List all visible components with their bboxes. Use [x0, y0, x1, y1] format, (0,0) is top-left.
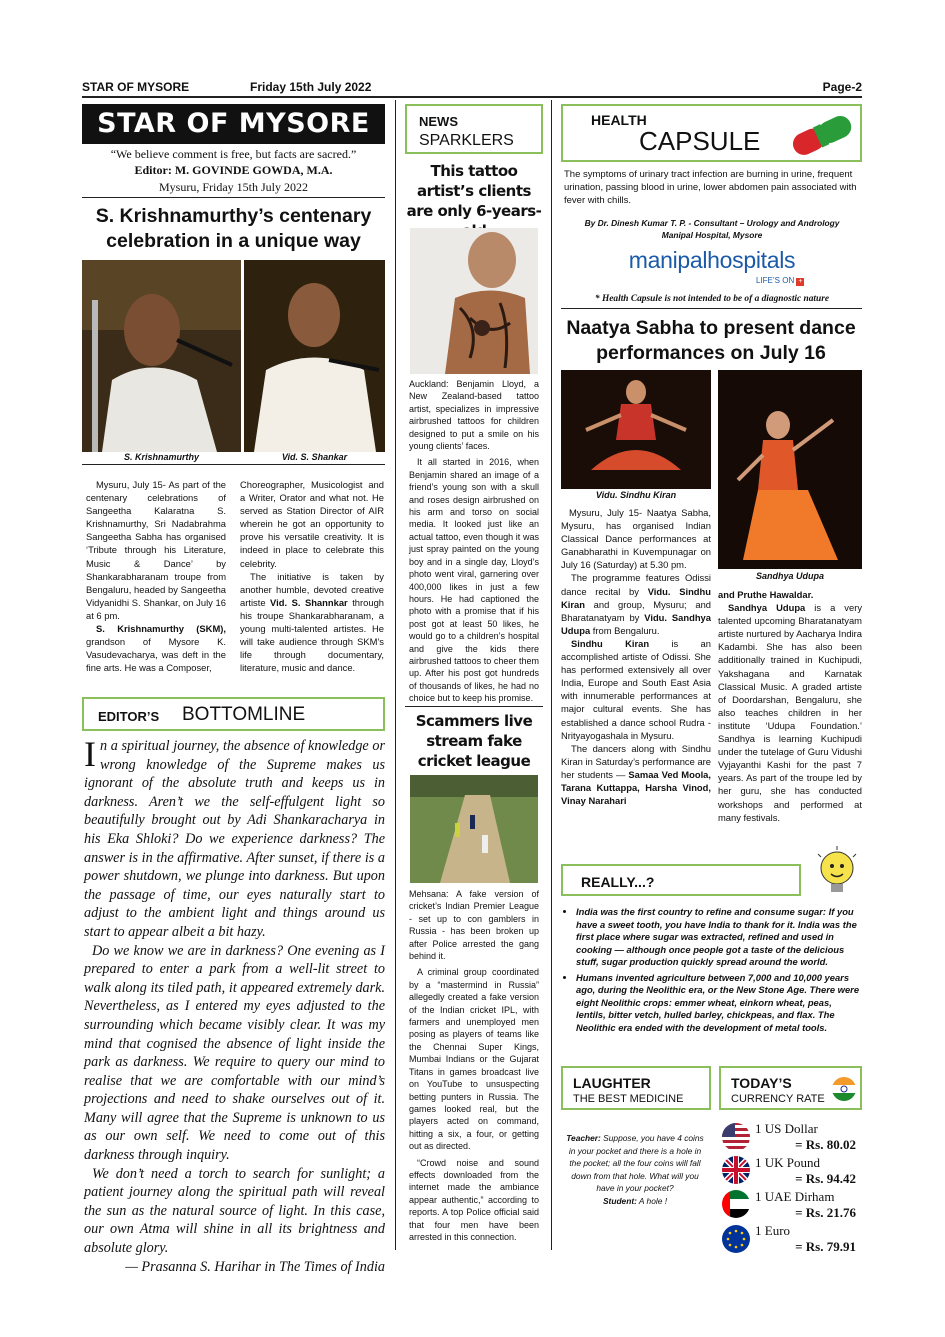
health-capsule-banner: [561, 104, 862, 162]
teacher-text: Suppose, you have 4 coins in your pocket and there is a hole in the pocket; all the four coins will fall down from that hole. What will you have in your pocket?: [568, 1133, 704, 1194]
student-text: A hole !: [636, 1195, 668, 1206]
main-headline-line2: celebration in a unique way: [106, 230, 361, 252]
photo-krishnamurthy: [82, 260, 241, 452]
best-medicine-label: THE BEST MEDICINE: [573, 1093, 684, 1105]
caption-krishnamurthy: S. Krishnamurthy: [123, 452, 199, 462]
editors-bottomline-body: [84, 734, 385, 1276]
caption-sandhya-udupa: Sandhya Udupa: [755, 571, 824, 581]
paragraph: Mehsana: A fake version of cricket’s Indian Premier League - set up to con gamblers in Russia - has been broken up after Police arrested the gang behind it.: [409, 889, 539, 962]
text: is a very talented upcoming Bharatanatyam artiste nurtured by Aacharya Indira Kadambi. She has also been additionally trained in Kuchipudi, Yakshagana and Karnatak Classical Music. A graded artiste of Doordarshan, Bengaluru, she also teaches children in her institute ‘Udupa Foundation.’ Sandhya is learning Kuchipudi under the tutelage of Guru Vidushi Vyjayanthi Kashi for the past 7 years. As part of the troupe led by her guru, she has conducted workshops and performed at many festivals.: [718, 602, 863, 823]
bold-text: Sindhu Kiran: [571, 637, 650, 649]
sparklers-label: SPARKLERS: [419, 132, 514, 149]
bottomline-label: BOTTOMLINE: [182, 704, 306, 725]
naatya-col1: [561, 506, 711, 807]
paragraph: Mysuru, July 15- As part of the centenary celebrations of Sangeetha Kalaratna S. Krishnamurthy, Sri Nadabrahma Sangeetha Sabha has organised ‘Tribute through his Literature, Music & Dance’ by Shankarabharanam troupe from Bengaluru, headed by Sangeetha Vidyanidhi S. Shankar, on July 16 at 6 pm.: [86, 479, 226, 621]
manipal-logo-tagline: [756, 276, 804, 286]
text: and group, Mysuru; and Bharatanatyam by: [561, 598, 711, 623]
page-header: [82, 78, 862, 96]
uae-flag-icon: [721, 1189, 751, 1219]
really-label: REALLY...?: [581, 874, 655, 890]
paragraph: and Pruthe Hawaldar.: [718, 589, 814, 600]
currency-rate-label: CURRENCY RATE: [731, 1093, 825, 1105]
naatya-col2: [718, 588, 862, 824]
scammers-headline: Scammers live stream fake cricket league: [415, 712, 533, 770]
photo-tattoo-child: [410, 228, 538, 374]
divider: [82, 197, 385, 198]
paragraph: A criminal group coordinated by a “mastermind in Russia” allegedly created a fake version of the Indian cricket IPL, with farmers and unemployed men posing as players of teams like the Chennai Super Kings, Mumbai Indians or the Gujarat Titans in games broadcast live on YouTube to unsuspecting betting punters in Russia. The games looked real, but the players acted on command, hitting a six, a four, or getting out as directed.: [409, 967, 539, 1152]
bold-text: Vidu. Sandhya Udupa: [561, 611, 711, 636]
text: is an accomplished artiste of Odissi. She has performed extensively all over India, Europe and South East Asia with innumerable performances at major cultural events. She has established a dance school Rudra - Nrityayogashala in Mysuru.: [561, 637, 711, 741]
paragraph: [718, 601, 862, 824]
plus-icon: +: [798, 278, 803, 285]
currency-unit: 1 UK Pound: [755, 1155, 821, 1170]
tattoo-headline: This tattoo artist’s clients are only 6-years-: [406, 162, 542, 220]
masthead-motto: “We believe comment is free, but facts are sacred.”: [110, 147, 357, 161]
uk-flag-icon: [721, 1155, 751, 1185]
paragraph: [561, 571, 711, 636]
caption-shankar: Vid. S. Shankar: [281, 452, 348, 462]
text: from Bengaluru.: [590, 624, 660, 636]
paragraph: It all started in 2016, when Benjamin shared an image of a friend’s young son with a skull and roses design airbrushed on his arm and torso on social media. It looked just like an actual tattoo, even though it was just spray painted on the young boy and in a single day, Lloyd’s photo went viral, garnering over 400,000 likes in just a few hours. He had captioned the photo with a promise that if his post got at least 50 likes, he would go to a children’s hospital and give the kids there airbrushed tattoos to cheer them up. After his post got hundreds of thousands of likes, he had no choice but to keep his promise.: [409, 457, 539, 704]
paragraph: [86, 622, 226, 674]
header-paper-name: STAR OF MYSORE: [82, 80, 190, 94]
tattoo-story: [409, 378, 539, 705]
laughter-joke: [566, 1132, 704, 1208]
main-headline-line1: S. Krishnamurthy’s centenary: [95, 205, 372, 227]
krishnamurthy-image: [82, 260, 241, 452]
really-banner: [561, 864, 801, 896]
column-divider: [395, 100, 396, 1250]
text: The initiative is taken by another humble, devoted creative artiste: [240, 570, 384, 608]
byline-line2: Manipal Hospital, Mysore: [661, 229, 763, 240]
currency-value: = Rs. 80.02: [795, 1137, 856, 1152]
student-label: Student:: [602, 1195, 637, 1206]
header-date: Friday 15th July 2022: [250, 80, 372, 94]
credit: — Prasanna S. Harihar in The Times of India: [125, 1258, 385, 1275]
really-facts: [566, 906, 862, 1034]
paragraph: Do we know we are in darkness? One evening as I prepared to enter a park from a well-lit street to walk along its tiled path, it appeared extremely dark. Nevertheless, as I entered my eyes adjusted to the surrounding which became visibly clear. It was my mind that cognised the absence of light inside the park as darkness. We require to query our mind to realise that we are comfortable with our mind’s projections and need to shake ourselves out of it. Many will agree that the Supreme is unknown to us as our own self. We need to come out of this darkness through inquiry.: [84, 942, 385, 1164]
india-flag-icon: [831, 1076, 857, 1102]
tattoo-image: [410, 228, 538, 374]
text: through his troupe Shankarabharanam, a young multi-talented artistes. He will take audience through SKM’s life through documentary, literature, music and dance.: [240, 596, 384, 674]
currency-value: = Rs. 21.76: [795, 1205, 856, 1220]
currency-value: = Rs. 79.91: [795, 1239, 856, 1254]
health-capsule-text: The symptoms of urinary tract infection are burning in urine, frequent urination, passing blood in urine, lower abdomen pain associated with fever with chills.: [564, 169, 857, 206]
eu-flag-icon: [721, 1224, 751, 1254]
currency-unit: 1 Euro: [755, 1223, 791, 1238]
photo-cricket: [410, 775, 538, 883]
main-story-col1: [86, 478, 226, 674]
editors-bottomline-banner: [82, 697, 385, 731]
shankar-image: [244, 260, 385, 452]
scammers-story: [409, 888, 539, 1243]
currency-banner: [719, 1066, 862, 1110]
paragraph: [561, 742, 711, 807]
sindhu-kiran-image: [561, 370, 711, 489]
main-story-col2: [240, 478, 384, 674]
tagline-text: LIFE’S ON: [756, 276, 795, 285]
fact-item: • India was the first country to refine and consume sugar: If you have a sweet tooth, you have India to thank for it. India was the first place where sugar was extracted, refined and used in cooking — although once people got a taste of the delicious stuff, sugar production quickly spread around the world.: [576, 906, 862, 969]
main-headline: [82, 204, 385, 254]
currency-unit: 1 UAE Dirham: [755, 1189, 835, 1204]
text: n a spiritual journey, the absence of knowledge or wrong knowledge of the Supreme makes us ignorant of the absolute truth and keeps us in darkness. Aren’t we the self-effulgent light so beautifully brought out by Adi Shankaracharya in his Eka Shloki? Do we experience darkness? The answer is in the affirmative. After sunset, if there is a power shutdown, we plunge into darkness. But upon the passage of time, our eyes naturally start to adjust to the ambient light and things around us start to appear albeit a bit hazy.: [84, 738, 385, 940]
currency-unit: 1 US Dollar: [755, 1121, 818, 1136]
photo-sandhya-udupa: [718, 370, 862, 569]
text: The programme features Odissi dance recital by: [561, 572, 711, 597]
text: grandson of Mysore K. Vasudevacharya, was deft in the fine arts. He was a Composer,: [86, 636, 226, 674]
paragraph: We don’t need a torch to search for sunlight; a patient journey along the spiritual path will reveal the sun as the natural source of light. In this case, our own Atma will shine in all its brightness and absolute glory.: [84, 1165, 385, 1257]
health-disclaimer: * Health Capsule is not intended to be of a diagnostic nature: [594, 294, 830, 304]
divider: [82, 464, 385, 465]
health-label: HEALTH: [591, 112, 647, 128]
photo-shankar: [244, 260, 385, 452]
fact-item: • Humans invented agriculture between 7,000 and 10,000 years ago, during the Neolithic era, or the New Stone Age. There were eight Neolithic crops: emmer wheat, einkorn wheat, peas, lentils, bitter vetch, hulled barley, chickpeas, and flax. The Neolithic era ended with the development of metal tools.: [576, 972, 862, 1035]
lightbulb-icon: [812, 846, 862, 902]
news-sparklers-banner: [405, 104, 543, 154]
divider: [405, 706, 543, 707]
bold-text: Sandhya Udupa: [728, 602, 806, 614]
paragraph: Auckland: Benjamin Lloyd, a New Zealand-based tattoo artist, specializes in impressive airbrushed tattoos for children designed to put a smile on his young clients’ faces.: [409, 379, 539, 452]
news-label: NEWS: [419, 114, 458, 129]
photo-sindhu-kiran: [561, 370, 711, 489]
editors-label: EDITOR’S: [98, 709, 160, 724]
paragraph: [561, 637, 711, 742]
us-flag-icon: [721, 1122, 751, 1152]
health-capsule-byline: [562, 218, 862, 241]
header-page-number: Page-2: [822, 80, 862, 94]
caption-sindhu-kiran: Vidu. Sindhu Kiran: [595, 490, 677, 500]
capsule-label: CAPSULE: [639, 126, 761, 156]
currency-value: = Rs. 94.42: [795, 1171, 856, 1186]
text: The dancers along with Sindhu Kiran in Saturday’s performance are her students —: [561, 742, 711, 780]
bold-text: S. Krishnamurthy (SKM),: [96, 623, 226, 635]
masthead-editor: Editor: M. GOVINDE GOWDA, M.A.: [134, 163, 333, 177]
manipal-logo: manipalhospitals: [628, 247, 796, 273]
column-divider: [551, 100, 552, 1250]
divider: [561, 308, 862, 309]
paragraph: Choreographer, Musicologist and a Writer, Orator and what not. He served as Station Director of AIR wherein he got an opportunity to prove his versatile creativity. It is indeed in place to celebrate this celebrity.: [240, 479, 384, 569]
todays-label: TODAY’S: [731, 1075, 792, 1091]
naatya-headline-line2: performances on July 16: [596, 342, 826, 364]
paragraph: [84, 734, 385, 942]
drop-cap: I: [84, 734, 96, 774]
bold-text: Vid. S. Shannkar: [270, 596, 348, 608]
bold-text: Vidu. Sindhu Kiran: [561, 585, 711, 610]
naatya-headline-line1: Naatya Sabha to present dance: [566, 317, 856, 339]
bold-text: Samaa Ved Moola, Tarana Kuttappa, Harsha Vinod, Vinay Narahari: [561, 768, 711, 807]
laughter-label: LAUGHTER: [573, 1075, 651, 1091]
header-rule: [82, 96, 862, 98]
masthead-title: STAR OF MYSORE: [82, 104, 385, 144]
paragraph: [240, 570, 384, 675]
paragraph: “Crowd noise and sound effects downloaded from the internet made the ambiance appear authentic,” according to reports. A top Police official said that four men have been arrested in this connection.: [409, 1157, 539, 1242]
paragraph: Mysuru, July 15- Naatya Sabha, Mysuru, has organised Indian Classical Dance performances at Ganabharathi in Kuvempunagar on July 16 (Saturday) at 5.30 pm.: [561, 507, 711, 571]
cricket-image: [410, 775, 538, 883]
byline-line1: By Dr. Dinesh Kumar T. P. - Consultant – Urology and Andrology: [584, 218, 840, 228]
naatya-headline: [558, 316, 864, 366]
sandhya-udupa-image: [718, 370, 862, 569]
capsule-pill-icon: [785, 112, 861, 158]
laughter-banner: [561, 1066, 711, 1110]
teacher-label: Teacher:: [566, 1133, 601, 1143]
masthead-dateline: Mysuru, Friday 15th July 2022: [158, 180, 308, 194]
